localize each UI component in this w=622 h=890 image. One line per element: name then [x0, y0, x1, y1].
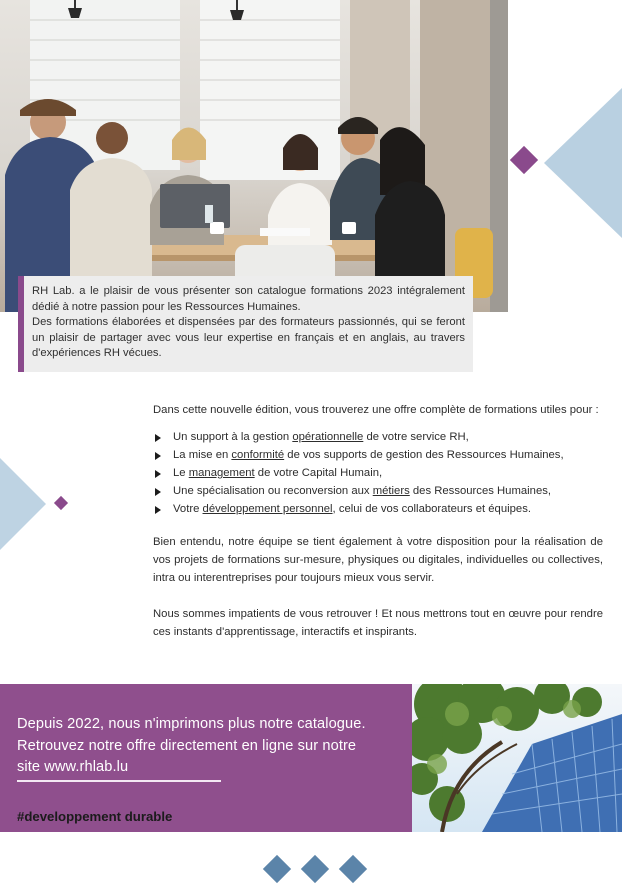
building-tree-photo [412, 684, 622, 832]
bullet-arrow-icon [155, 506, 161, 514]
banner-line-1: Depuis 2022, nous n'imprimons plus notre catalogue. [17, 716, 366, 732]
decorative-diamond-blue [263, 855, 291, 883]
main-content [153, 402, 603, 659]
intro-paragraph-1: RH Lab. a le plaisir de vous présenter son catalogue formations 2023 intégralement dédié à notre passion pour les Ressources Humaines. [32, 285, 465, 313]
banner-line-2: Retrouvez notre offre directement en ligne sur notre [17, 737, 357, 754]
keyword: conformité [231, 449, 285, 461]
list-item: Une spécialisation ou reconversion aux métiers des Ressources Humaines, [153, 483, 603, 501]
banner-divider [17, 780, 221, 782]
decorative-triangle-right [544, 88, 622, 238]
online-catalogue-banner [0, 684, 412, 832]
custom-training-paragraph: Bien entendu, notre équipe se tient également à votre disposition pour la réalisation de vos projets de formations sur-mesure, physiques ou digitales, individuelles ou collectives, intra ou interentreprises pour toujours mieux vous servir. [153, 536, 603, 584]
banner-website-line: site www.rhlab.lu [17, 759, 129, 775]
keyword: opérationnelle [292, 431, 364, 443]
list-item: Un support à la gestion opérationnelle de votre service RH, [153, 429, 603, 447]
closing-paragraph: Nous sommes impatients de vous retrouver ! Et nous mettrons tout en œuvre pour rendre ces instants d'apprentissage, interactifs et inspirants. [153, 608, 603, 638]
team-meeting-photo [0, 0, 508, 312]
main-lead: Dans cette nouvelle édition, vous trouverez une offre complète de formations utiles pour : [153, 404, 599, 416]
decorative-diamond-blue [339, 855, 367, 883]
banner-message [17, 714, 407, 779]
bullet-arrow-icon [155, 452, 161, 460]
intro-box [18, 276, 473, 372]
bullet-arrow-icon [155, 488, 161, 496]
decorative-diamond-blue [301, 855, 329, 883]
decorative-diamond-purple-small [54, 496, 68, 510]
benefits-list [153, 429, 603, 519]
intro-paragraph-2: Des formations élaborées et dispensées par des formateurs passionnés, qui se feront un plaisir de partager avec vous leur expertise en français et en anglais, au travers d'expériences RH vécues. [32, 316, 465, 360]
bullet-arrow-icon [155, 470, 161, 478]
keyword: management [188, 467, 255, 479]
decorative-triangle-left [0, 458, 46, 550]
decorative-diamond-purple [510, 146, 538, 174]
list-item: Le management de votre Capital Humain, [153, 465, 603, 483]
bullet-arrow-icon [155, 434, 161, 442]
keyword: développement personnel [202, 503, 333, 515]
list-item: La mise en conformité de vos supports de gestion des Ressources Humaines, [153, 447, 603, 465]
list-item: Votre développement personnel, celui de vos collaborateurs et équipes. [153, 501, 603, 519]
hashtag: #developpement durable [17, 809, 173, 824]
keyword: métiers [372, 485, 410, 497]
